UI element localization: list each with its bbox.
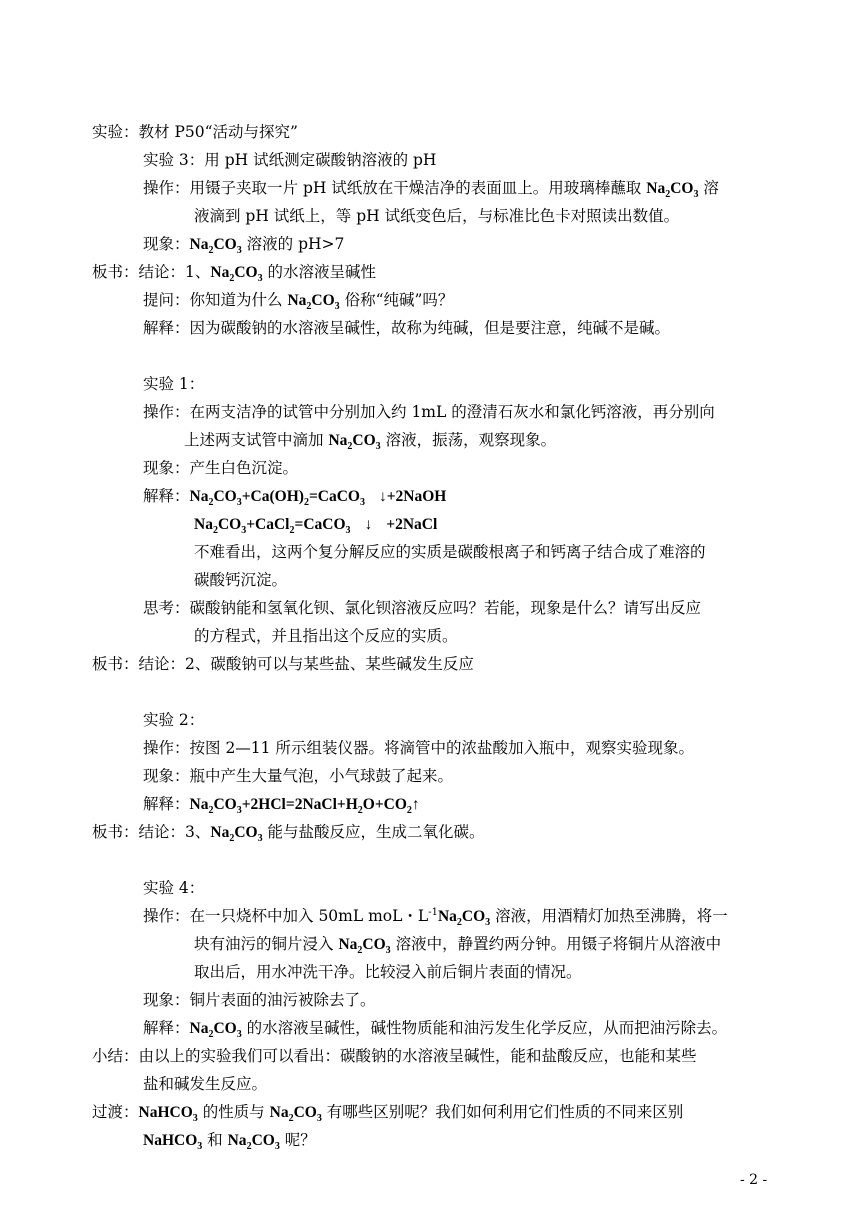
- exp2-equation: 解释：$Na_2CO_3+2HCl=2NaCl+H_2O+CO_2↑$: [143, 795, 420, 817]
- page-number: - 2 -: [740, 1172, 768, 1188]
- exp1-equation-2: [194, 514, 437, 535]
- formula-na2co3: $Na_2CO_3$: [287, 292, 340, 313]
- intro-text: 教材 P50“活动与探究”: [138, 123, 298, 141]
- think-line-2: 的方程式，并且指出这个反应的实质。: [194, 627, 458, 645]
- formula-nahco3: NaHCO$_3$: [143, 1132, 203, 1153]
- exp4-operation-3: 取出后，用水冲洗干净。比较浸入前后铜片表面的情况。: [194, 963, 582, 981]
- intro-line: [92, 122, 298, 142]
- exp1-phenomenon: 现象：产生白色沉淀。: [143, 459, 299, 477]
- exp1-operation-1: 操作：在两支洁净的试管中分别加入约 1mL 的澄清石灰水和氯化钙溶液，再分别向: [143, 403, 715, 421]
- explain-line: 解释：因为碳酸钠的水溶液呈碱性，故称为纯碱，但是要注意，纯碱不是碱。: [143, 319, 671, 337]
- think-line-1: 思考：碳酸钠能和氢氧化钡、氯化钡溶液反应吗？若能，现象是什么？请写出反应: [143, 599, 702, 617]
- question-line: 提问：你知道为什么 $Na_2CO_3$ 俗称“纯碱”吗？: [143, 291, 454, 313]
- transition-line-2: NaHCO$_3$ 和 $Na_2CO_3$ 呢？: [143, 1131, 316, 1153]
- exp4-operation-2: 块有油污的铜片浸入 $Na_2CO_3$ 溶液中，静置约两分钟。用镊子将铜片从溶液中: [194, 935, 722, 957]
- label: 实验：: [92, 123, 139, 141]
- formula-na2co3: $Na_2CO_3$: [328, 432, 381, 453]
- exp3-phenomenon: 现象：$Na_2CO_3$ 溶液的 pH>7: [143, 235, 345, 257]
- board-conclusion-2: 板书：结论：2、碳酸钠可以与某些盐、某些碱发生反应: [92, 655, 474, 673]
- exp1-equation-1: 解释：$Na_2CO_3+Ca(OH)_2=CaCO_3$ ↓+2NaOH: [143, 487, 447, 509]
- exp2-operation: 操作：按图 2—11 所示组装仪器。将滴管中的浓盐酸加入瓶中，观察实验现象。: [143, 739, 694, 757]
- exp4-operation-1: 操作：在一只烧杯中加入 50mL moL・$L^{-1}Na_2CO_3$ 溶液，用酒精灯加热至沸腾，将一: [143, 906, 728, 929]
- exp4-phenomenon: 现象：铜片表面的油污被除去了。: [143, 991, 376, 1009]
- exp4-title: 实验 4：: [143, 879, 205, 897]
- board-conclusion-3: 板书：结论：3、$Na_2CO_3$ 能与盐酸反应，生成二氧化碳。: [92, 823, 485, 845]
- exp3-operation-2: 液滴到 pH 试纸上，等 pH 试纸变色后，与标准比色卡对照读出数值。: [194, 207, 680, 225]
- board-conclusion-1: 板书：结论：1、$Na_2CO_3$ 的水溶液呈碱性: [92, 263, 377, 285]
- transition-line-1: 过渡：NaHCO$_3$ 的性质与 $Na_2CO_3$ 有哪些区别呢？我们如何利用它们性质的不同来区别: [92, 1103, 684, 1125]
- exp1-note-2: 碳酸钙沉淀。: [194, 571, 288, 589]
- exp4-explain: 解释：$Na_2CO_3$ 的水溶液呈碱性，碱性物质能和油污发生化学反应，从而把油污除去。: [143, 1019, 728, 1041]
- exp1-title: 实验 1：: [143, 375, 205, 393]
- formula-na2co3: $Na_2CO_3$: [338, 936, 391, 957]
- formula-na2co3: $Na_2CO_3$: [646, 180, 699, 201]
- formula-na2co3: $Na_2CO_3$: [437, 908, 491, 929]
- exp2-phenomenon: 现象：瓶中产生大量气泡，小气球鼓了起来。: [143, 767, 454, 785]
- equation-3: $Na_2CO_3+2HCl=2NaCl+H_2O+CO_2↑$: [189, 796, 420, 817]
- formula-nahco3: NaHCO$_3$: [138, 1104, 198, 1125]
- exp2-title: 实验 2：: [143, 711, 205, 729]
- summary-line-1: 小结：由以上的实验我们可以看出：碳酸钠的水溶液呈碱性，能和盐酸反应，也能和某些: [92, 1047, 697, 1065]
- formula-na2co3: $Na_2CO_3$: [269, 1104, 322, 1125]
- exp3-title: 实验 3：用 pH 试纸测定碳酸钠溶液的 pH: [143, 151, 437, 169]
- arrow-up-icon: ↑: [411, 796, 420, 813]
- equation-1: $Na_2CO_3+Ca(OH)_2=CaCO_3$ ↓+2NaOH: [189, 488, 447, 509]
- formula-na2co3: $Na_2CO_3$: [189, 1020, 242, 1041]
- exp3-operation-1: 操作：用镊子夹取一片 pH 试纸放在干燥洁净的表面皿上。用玻璃棒蘸取 $Na_2CO_3$ 溶: [143, 179, 719, 201]
- exp1-operation-2: 上述两支试管中滴加 $Na_2CO_3$ 溶液，振荡，观察现象。: [184, 431, 557, 453]
- formula-na2co3: $Na_2CO_3$: [227, 1132, 280, 1153]
- equation-2: $Na_2CO_3+CaCl_2=CaCO_3$ ↓ +2NaCl: [194, 516, 438, 537]
- summary-line-2: 盐和碱发生反应。: [143, 1075, 268, 1093]
- arrow-down-icon: ↓: [364, 516, 373, 533]
- arrow-down-icon: ↓: [378, 488, 387, 505]
- formula-na2co3: $Na_2CO_3$: [210, 264, 263, 285]
- formula-na2co3: $Na_2CO_3$: [210, 824, 263, 845]
- formula-na2co3: $Na_2CO_3$: [189, 236, 242, 257]
- exp1-note-1: 不难看出，这两个复分解反应的实质是碳酸根离子和钙离子结合成了难溶的: [194, 543, 706, 561]
